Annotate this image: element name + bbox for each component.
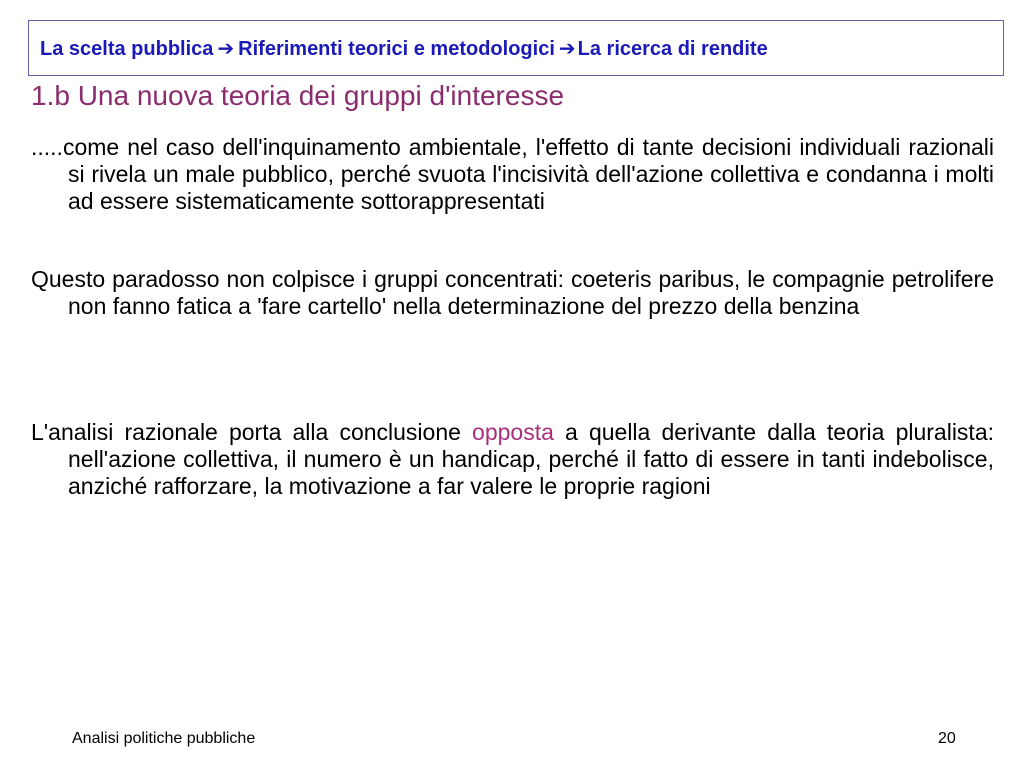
breadcrumb-item-ricerca-rendite: La ricerca di rendite: [577, 38, 768, 60]
paragraph-paradosso: Questo paradosso non colpisce i gruppi concentrati: coeteris paribus, le compagnie petrolifere non fanno fatica a 'fare cartello' nella determinazione del prezzo della benzina: [31, 266, 994, 319]
breadcrumb-item-riferimenti: Riferimenti teorici e metodologici: [238, 38, 555, 60]
arrow-right-icon: ➔: [217, 38, 235, 60]
breadcrumb-item-scelta-pubblica: La scelta pubblica: [40, 38, 214, 60]
paragraph-inquinamento: .....come nel caso dell'inquinamento ambientale, l'effetto di tante decisioni individuali razionali si rivela un male pubblico, perché svuota l'incisività dell'azione collettiva e condanna i molti ad essere sistematicamente sottorappresentati: [31, 134, 994, 214]
highlighted-word: opposta: [472, 419, 554, 445]
footer-course-title: Analisi politiche pubbliche: [72, 730, 256, 747]
paragraph-text-after: a quella derivante dalla teoria pluralista: nell'azione collettiva, il numero è un handicap, perché il fatto di essere in tanti indebolisce, anziché rafforzare, la motivazione a far valere le proprie ragioni: [68, 419, 995, 499]
paragraph-text-before: L'analisi razionale porta alla conclusione: [31, 419, 473, 445]
page-number: 20: [938, 730, 956, 747]
arrow-right-icon: ➔: [558, 38, 576, 60]
breadcrumb: [40, 36, 768, 61]
slide-title: 1.b Una nuova teoria dei gruppi d'interesse: [31, 80, 565, 111]
paragraph-analisi-razionale: [31, 419, 994, 500]
header-box: [28, 20, 1004, 76]
